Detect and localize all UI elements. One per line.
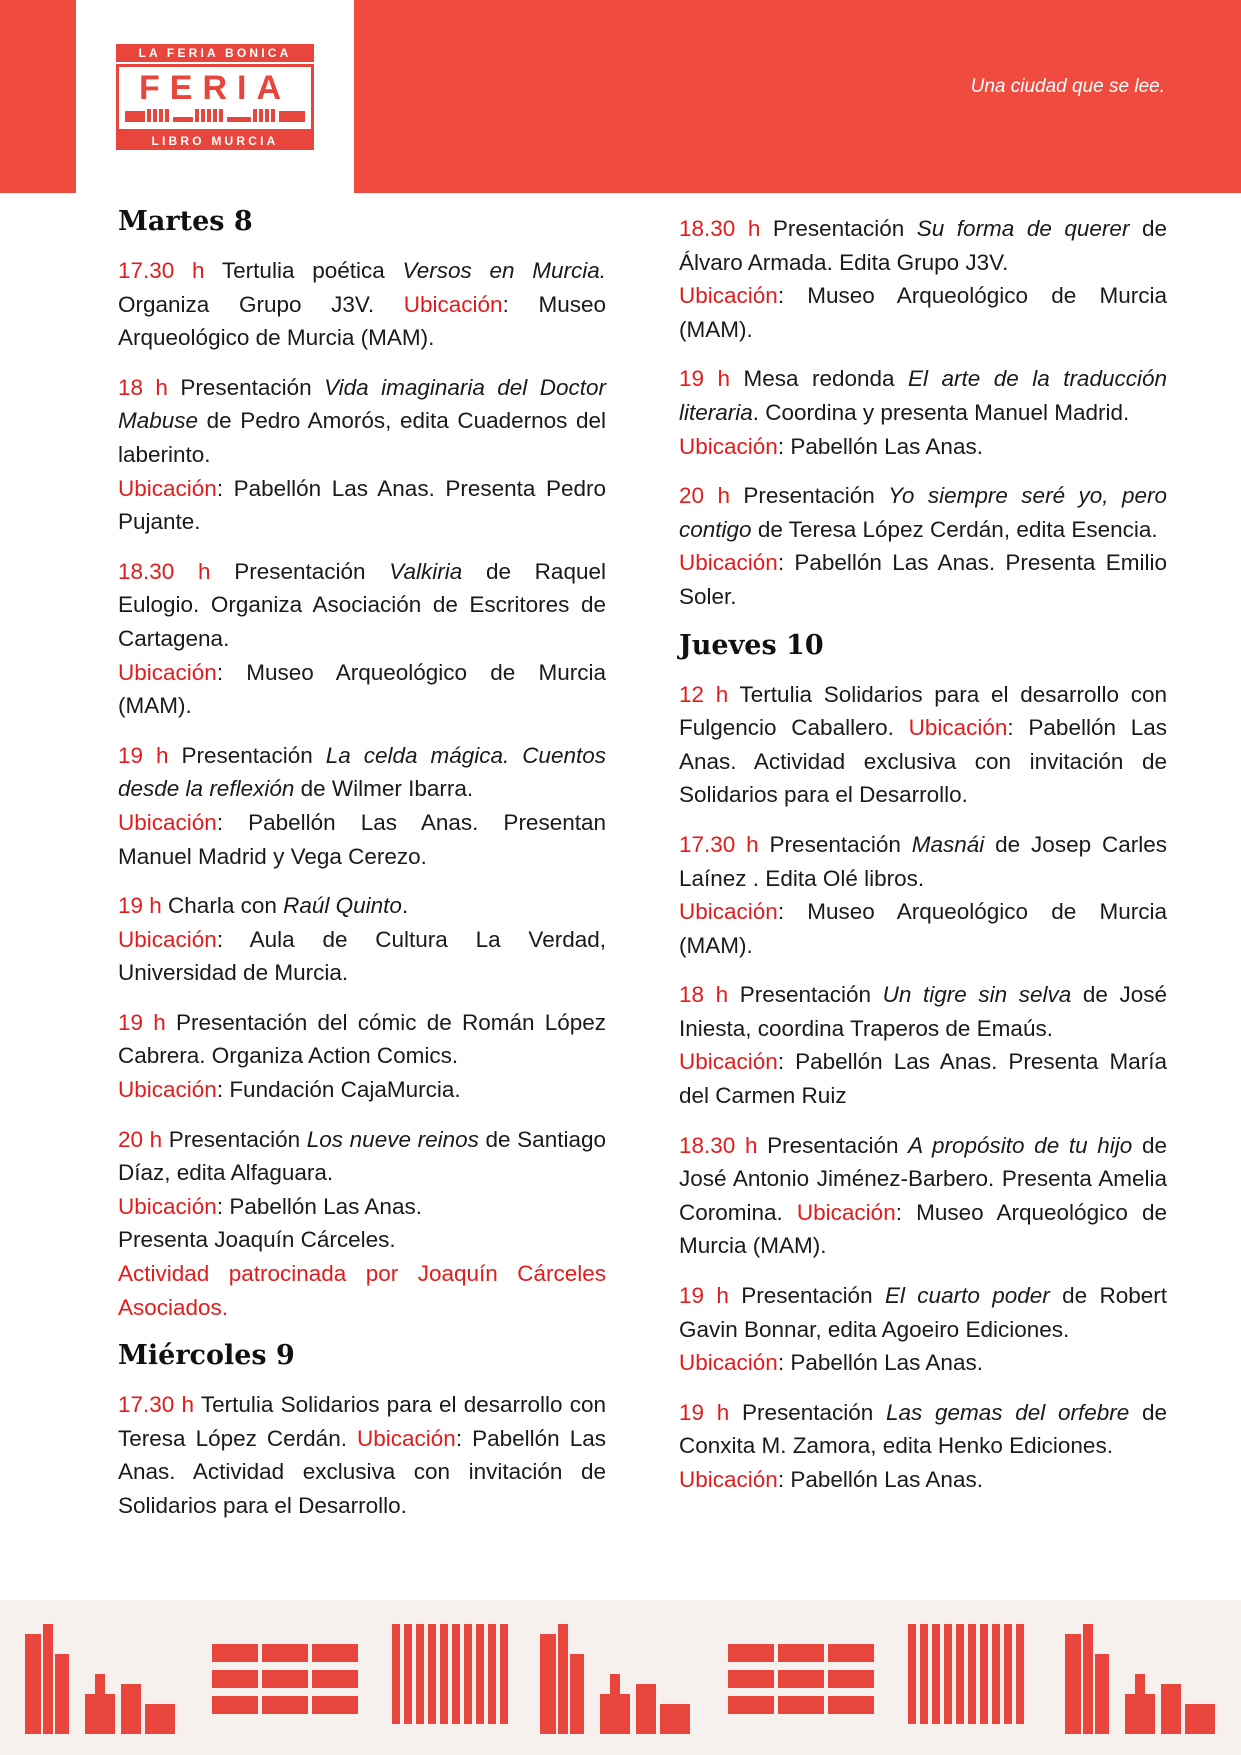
work-title: Un tigre sin selva [882, 982, 1072, 1008]
event-text: . Coordina y presenta Manuel Madrid. [752, 399, 1130, 425]
highlight-text: 12 h [679, 681, 729, 707]
city-skyline-icon [25, 1614, 175, 1734]
event-text: : Aula de Cultura La Verdad, Universidad de Murcia. [118, 926, 606, 986]
event-text: : Pabellón Las Anas. Presentan Manuel Madrid y Vega Cerezo. [118, 809, 606, 869]
highlight-text: 20 h [679, 483, 730, 509]
highlight-text: 19 h [118, 893, 162, 919]
highlight-text: 19 h [679, 366, 731, 392]
event-text: Presentación [167, 374, 325, 400]
event-text: Presentación [729, 1399, 886, 1425]
highlight-text: Ubicación [679, 1467, 778, 1492]
highlight-text: Actividad patrocinada por Joaquín Cárceles Asociados. [118, 1261, 606, 1320]
event-entry [118, 739, 606, 873]
event-entry [679, 1396, 1167, 1497]
event-text: Presentación [210, 558, 390, 584]
highlight-text: Ubicación [796, 1199, 896, 1225]
highlight-text: 19 h [118, 1009, 166, 1035]
event-text: de Wilmer Ibarra. [294, 776, 474, 802]
highlight-text: Ubicación [118, 1193, 217, 1219]
event-text: de José Iniesta, coordina Traperos de Emaús. [679, 982, 1167, 1041]
bookshelf-pattern-icon [392, 1614, 512, 1734]
event-entry [118, 1388, 606, 1522]
highlight-text: Ubicación [679, 433, 778, 459]
event-entry [679, 1279, 1167, 1380]
highlight-text: 18.30 h [118, 558, 211, 584]
highlight-text: Ubicación [908, 715, 1008, 741]
event-entry [679, 828, 1167, 962]
event-text: de Josep Carles Laínez . Edita Olé libros. [679, 831, 1167, 891]
books-stack-icon [212, 1614, 362, 1734]
work-title: El cuarto poder [884, 1283, 1050, 1309]
highlight-text: 19 h [118, 742, 169, 768]
event-text: Presentación [758, 831, 912, 857]
event-entry [118, 1123, 606, 1325]
city-skyline-icon [1065, 1614, 1215, 1734]
event-entry [679, 212, 1167, 346]
event-text: de Teresa López Cerdán, edita Esencia. [751, 516, 1158, 542]
day-heading: Miércoles 9 [118, 1340, 295, 1372]
day-heading: Jueves 10 [679, 629, 824, 661]
logo-bottom-label: LIBRO MURCIA [116, 132, 314, 150]
highlight-text: 17.30 h [118, 1392, 195, 1418]
event-text: : Museo Arqueológico de Murcia (MAM). [679, 899, 1167, 958]
event-text: : Museo Arqueológico de Murcia (MAM). [679, 283, 1167, 342]
highlight-text: Ubicación [118, 1077, 217, 1103]
highlight-text: Ubicación [679, 283, 778, 309]
right-column [679, 212, 1167, 1513]
highlight-text: 17.30 h [679, 831, 759, 857]
event-text: Presentación [728, 982, 883, 1008]
event-text: Tertulia Solidarios para el desarrollo con Teresa López Cerdán. [118, 1392, 606, 1451]
event-text: : Pabellón Las Anas. Actividad exclusiva con invitación de Solidarios para el Desarrollo. [118, 1425, 606, 1518]
work-title: Versos en Murcia. [402, 258, 606, 283]
event-text: Presentación [729, 483, 889, 509]
event-text: de Robert Gavin Bonnar, edita Agoeiro Ediciones. [679, 1283, 1168, 1342]
highlight-text: Ubicación [118, 809, 217, 835]
event-text: Tertulia Solidarios para el desarrollo con Fulgencio Caballero. [679, 681, 1167, 741]
highlight-text: 19 h [679, 1283, 729, 1309]
work-title: Su forma de querer [916, 216, 1130, 241]
work-title: Valkiria [389, 558, 463, 584]
event-text: Presentación [162, 1126, 307, 1152]
event-text: de Raquel Eulogio. Organiza Asociación de Escritores de Cartagena. [118, 558, 606, 651]
event-text: Presentación del cómic de Román López Cabrera. Organiza Action Comics. [118, 1009, 607, 1069]
highlight-text: Ubicación [679, 550, 778, 576]
bookshelf-icon [125, 109, 305, 123]
highlight-text: Ubicación [357, 1425, 456, 1451]
header-banner [0, 0, 1241, 193]
logo-top-label: LA FERIA BONICA [116, 44, 314, 62]
event-entry [118, 254, 606, 355]
event-text: : Pabellón Las Anas. Presenta Pedro Pujante. [118, 475, 606, 535]
event-text: Presentación [168, 742, 326, 768]
highlight-text: Ubicación [118, 926, 217, 952]
highlight-text: Ubicación [679, 1350, 778, 1376]
highlight-text: 17.30 h [118, 258, 205, 283]
event-entry [118, 1006, 606, 1107]
event-text: : Pabellón Las Anas. Presenta María del Carmen Ruiz [679, 1049, 1167, 1109]
event-text: de Álvaro Armada. Edita Grupo J3V. [679, 216, 1167, 275]
event-entry [679, 362, 1167, 463]
highlight-text: Ubicación [118, 659, 217, 685]
work-title: Vida imaginaria del Doctor Mabuse [118, 374, 606, 434]
event-text: Tertulia poética [204, 258, 403, 283]
highlight-text: 18 h [118, 374, 168, 400]
highlight-text: 18.30 h [679, 1132, 758, 1158]
event-text: Presentación [728, 1283, 885, 1309]
event-text: : Pabellón Las Anas. Presenta Emilio Soler. [679, 550, 1167, 609]
event-text: : Museo Arqueológico de Murcia (MAM). [679, 1199, 1167, 1259]
event-text: Charla con [161, 893, 284, 919]
highlight-text: Ubicación [118, 475, 217, 501]
event-text: : Pabellón Las Anas. [216, 1193, 422, 1219]
logo-main-frame [116, 64, 314, 132]
footer-decoration [0, 1600, 1241, 1755]
work-title: Los nueve reinos [306, 1126, 479, 1152]
event-text: de Pedro Amorós, edita Cuadernos del laberinto. [118, 408, 606, 467]
event-entry [679, 1129, 1167, 1263]
event-text: : Fundación CajaMurcia. [216, 1077, 461, 1103]
day-heading: Martes 8 [118, 206, 253, 237]
event-entry [118, 555, 606, 723]
highlight-text: Ubicación [403, 291, 503, 317]
bookshelf-pattern-icon [908, 1614, 1028, 1734]
event-text: . [401, 893, 409, 919]
event-text: : Pabellón Las Anas. [777, 1350, 983, 1376]
highlight-text: 18.30 h [679, 216, 761, 241]
event-text: de José Antonio Jiménez-Barbero. Presenta Amelia Coromina. [679, 1132, 1167, 1225]
highlight-text: Ubicación [679, 1049, 778, 1075]
highlight-text: 18 h [679, 982, 729, 1008]
work-title: El arte de la traducción literaria [679, 366, 1167, 425]
event-text: Mesa redonda [730, 366, 909, 392]
event-text: Presentación [760, 216, 917, 241]
tagline: Una ciudad que se lee. [970, 76, 1165, 97]
city-skyline-icon [540, 1614, 690, 1734]
event-text: : Museo Arqueológico de Murcia (MAM). [118, 659, 606, 719]
feria-logo[interactable] [76, 0, 354, 193]
work-title: Yo siempre seré yo, pero contigo [679, 483, 1167, 542]
highlight-text: 20 h [118, 1126, 163, 1152]
work-title: La celda mágica. Cuentos desde la reflexión [118, 742, 606, 802]
event-entry [118, 371, 606, 539]
work-title: Masnái [911, 831, 985, 857]
event-entry [679, 678, 1167, 812]
work-title: Las gemas del orfebre [886, 1399, 1130, 1425]
books-stack-icon [728, 1614, 878, 1734]
left-column [118, 200, 606, 1539]
event-text: : Pabellón Las Anas. [777, 1467, 983, 1492]
event-text: : Pabellón Las Anas. Actividad exclusiva con invitación de Solidarios para el Desarrollo. [679, 715, 1168, 808]
highlight-text: 19 h [679, 1399, 730, 1425]
event-text: de Santiago Díaz, edita Alfaguara. [118, 1126, 606, 1186]
work-title: A propósito de tu hijo [908, 1132, 1133, 1158]
event-entry [118, 889, 606, 990]
event-text: Presentación [757, 1132, 909, 1158]
event-text: Organiza Grupo J3V. [118, 291, 404, 317]
event-text: de Conxita M. Zamora, edita Henko Ediciones. [679, 1399, 1167, 1459]
work-title: Raúl Quinto [283, 893, 402, 919]
logo-word: FERIA [139, 69, 291, 107]
event-text: Presenta Joaquín Cárceles. [118, 1227, 396, 1253]
event-text: : Pabellón Las Anas. [777, 433, 983, 459]
event-entry [679, 978, 1167, 1112]
event-entry [679, 479, 1167, 613]
highlight-text: Ubicación [679, 899, 778, 925]
event-text: : Museo Arqueológico de Murcia (MAM). [118, 291, 606, 351]
